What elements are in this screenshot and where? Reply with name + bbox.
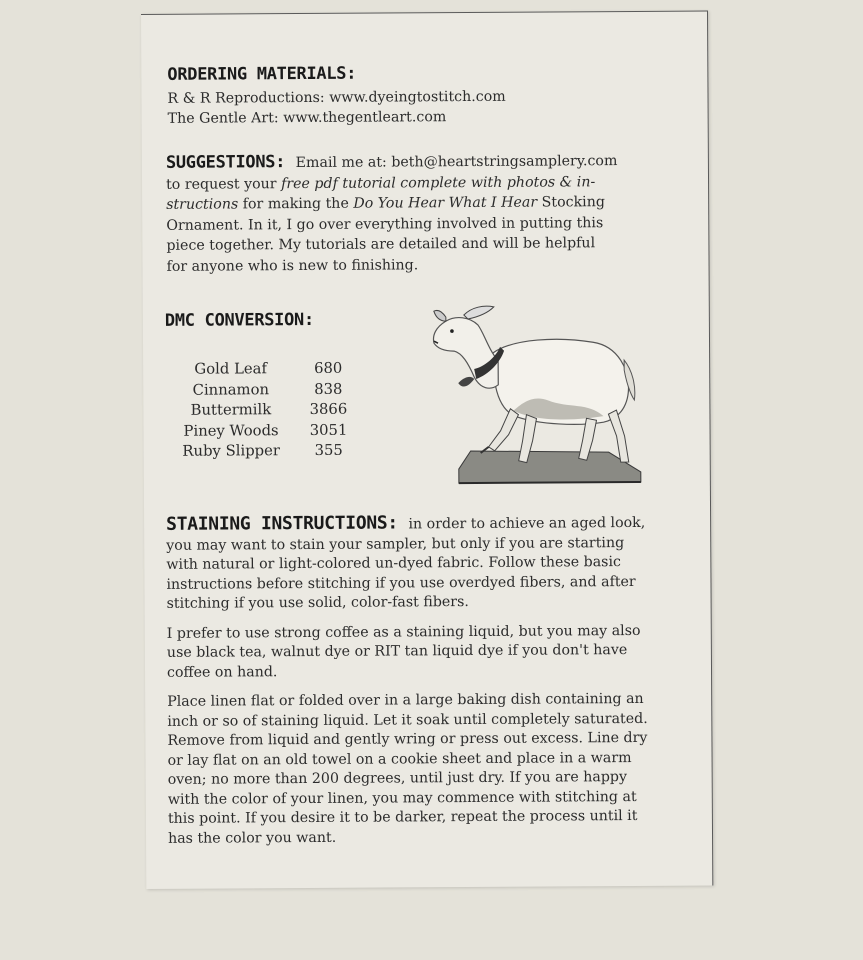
staining-p2-line-1: I prefer to use strong coffee as a staining liquid, but you may also <box>166 622 641 642</box>
dmc-row <box>163 359 383 381</box>
staining-heading: STAINING INSTRUCTIONS: <box>166 512 398 535</box>
dmc-heading: DMC CONVERSION: <box>164 309 314 331</box>
dmc-name: Gold Leaf <box>194 360 267 378</box>
ordering-line-2: The Gentle Art: www.thegentleart.com <box>167 109 447 127</box>
suggestions-text-5: piece together. My tutorials are detailed and will be helpful <box>166 235 596 254</box>
staining-p1-line-5: stitching if you use solid, color-fast fibers. <box>166 594 469 612</box>
suggestions-italic-1: free pdf tutorial complete with photos & in- <box>281 173 596 192</box>
dmc-row <box>163 379 383 401</box>
suggestions-section <box>166 150 657 277</box>
dmc-table <box>163 359 384 463</box>
ordering-line-1: R & R Reproductions: www.dyeingtostitch.com <box>167 88 506 107</box>
ordering-heading: ORDERING MATERIALS: <box>167 63 357 85</box>
dmc-row <box>164 441 384 463</box>
suggestions-text-6: for anyone who is new to finishing. <box>166 256 419 275</box>
dmc-name: Ruby Slipper <box>182 442 281 460</box>
staining-section <box>166 512 664 849</box>
dmc-row <box>163 420 383 442</box>
dmc-name: Cinnamon <box>192 380 270 399</box>
instruction-card <box>141 11 713 889</box>
dmc-number: 680 <box>313 359 343 377</box>
dmc-name: Buttermilk <box>190 401 272 419</box>
staining-p3-line-2: inch or so of staining liquid. Let it soak until completely saturated. <box>167 710 648 730</box>
staining-p3-line-3: Remove from liquid and gently wring or press out excess. Line dry <box>167 729 648 749</box>
suggestions-heading: SUGGESTIONS: <box>165 152 286 173</box>
dmc-number: 3866 <box>309 400 348 418</box>
lamb-illustration <box>418 290 649 501</box>
staining-p3-line-1: Place linen flat or folded over in a large baking dish containing an <box>167 690 644 710</box>
suggestions-text-3: Stocking <box>541 194 605 211</box>
staining-p2-line-3: coffee on hand. <box>166 663 278 681</box>
dmc-number: 355 <box>314 441 343 459</box>
staining-p1-line-1: in order to achieve an aged look, <box>408 514 646 533</box>
staining-p2-line-2: use black tea, walnut dye or RIT tan liquid dye if you don't have <box>166 642 628 661</box>
staining-p1-line-3: with natural or light-colored un-dyed fabric. Follow these basic <box>166 554 621 573</box>
dmc-name: Piney Woods <box>183 421 279 440</box>
staining-p3-line-5: oven; no more than 200 degrees, until just dry. If you are happy <box>167 769 628 788</box>
staining-p1-line-4: instructions before stitching if you use overdyed fibers, and after <box>166 573 636 593</box>
dmc-row <box>163 400 383 422</box>
staining-p3-line-4: or lay flat on an old towel on a cookie sheet and place in a warm <box>167 749 632 769</box>
dmc-number: 838 <box>314 380 343 398</box>
staining-p3-line-8: has the color you want. <box>167 829 337 847</box>
staining-p3-line-6: with the color of your linen, you may commence with stitching at <box>167 788 637 808</box>
suggestions-text-4: Ornament. In it, I go over everything involved in putting this <box>166 214 604 234</box>
suggestions-text-2: for making the <box>242 195 349 213</box>
suggestions-italic-3: Do You Hear What I Hear <box>353 194 538 212</box>
suggestions-italic-2: structions <box>166 196 239 213</box>
staining-p3-line-7: this point. If you desire it to be darker, repeat the process until it <box>167 807 638 827</box>
suggestions-text-1: to request your <box>165 175 277 193</box>
ordering-section <box>167 62 687 129</box>
staining-p1-line-2: you may want to stain your sampler, but only if you are starting <box>166 534 625 554</box>
suggestions-email-line: Email me at: beth@heartstringsamplery.com <box>295 153 618 172</box>
dmc-number: 3051 <box>309 421 348 439</box>
